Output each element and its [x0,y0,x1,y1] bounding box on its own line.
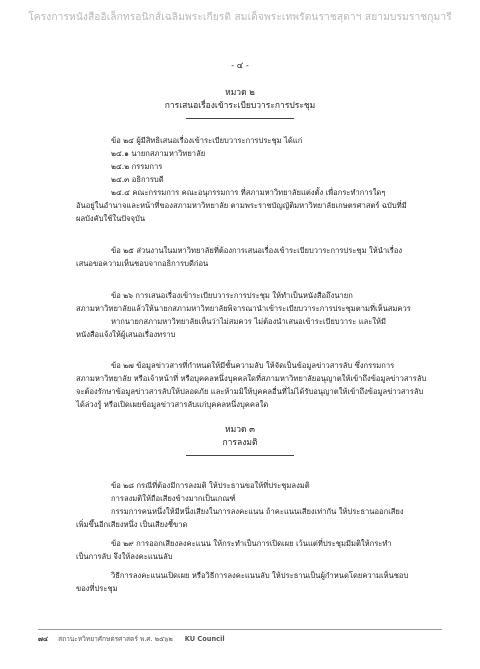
clause-29-line2: เป็นการลับ จึงให้ลงคะแนนลับ [76,552,173,561]
clause-24-4-line2: อันอยู่ในอำนาจและหน้าที่ของสภามหาวิทยาลัย ตามพระราชบัญญัติมหาวิทยาลัยเกษตรศาสตร์ ฉบับที่มี [76,201,407,210]
chapter-3-title: การลงมติ [222,438,258,448]
clause-29-line1: ข้อ ๒๙ การออกเสียงลงคะแนน ให้กระทำเป็นการเปิดเผย เว้นแต่ที่ประชุมมีมติให้กระทำ [111,539,392,548]
chapter-3-number: หมวด ๓ [224,425,255,435]
clause-25-line1: ข้อ ๒๕ ส่วนงานในมหาวิทยาลัยที่ต้องการเสนอเรื่องเข้าระเบียบวาระการประชุม ให้นำเรื่อง [111,246,403,255]
page-footer [38,633,225,644]
clause-26-line3: หากนายกสภามหาวิทยาลัยเห็นว่าไม่สมควร ไม่ต้องนำเสนอเข้าระเบียบวาระ และให้มี [111,317,387,326]
clause-25-line2: เสนอขอความเห็นชอบจากอธิการบดีก่อน [76,259,209,268]
chapter-2-title: การเสนอเรื่องเข้าระเบียบวาระการประชุม [164,101,316,111]
clause-24-4-line3: ผลบังคับใช้ในปัจจุบัน [76,214,146,223]
clause-24-3: ๒๔.๓ อธิการบดี [111,175,164,184]
clause-27-line3: จะต้องรักษาข้อมูลข่าวสารลับให้ปลอดภัย และห้ามมิให้บุคคลอื่นที่ไม่ได้รับอนุญาตให้เข้าถึงข้อมูลข่าวสารลับ [76,387,424,396]
clause-24-1: ๒๔.๑ นายกสภามหาวิทยาลัย [111,149,206,158]
clause-24-4-line1: ๒๔.๔ คณะกรรมการ คณะอนุกรรมการ ที่สภามหาวิทยาลัยแต่งตั้ง เพื่อกระทำการใดๆ [111,188,386,197]
clause-27-line4: ได้ล่วงรู้ หรือเปิดเผยข้อมูลข่าวสารลับแก่บุคคลหนึ่งบุคคลใด [76,400,269,409]
clause-28-line2: การลงมติให้ถือเสียงข้างมากเป็นเกณฑ์ [111,494,236,503]
page-header: โครงการหนังสืออิเล็กทรอนิกส์เฉลิมพระเกียรติ สมเด็จพระเทพรัตนราชสุดาฯ สยามบรมราชกุมารี [28,12,452,23]
clause-28-line3: กรรมการคนหนึ่งให้มีหนึ่งเสียงในการลงคะแนน ถ้าคะแนนเสียงเท่ากัน ให้ประธานออกเสียง [111,507,404,516]
clause-28-line1: ข้อ ๒๘ กรณีที่ต้องมีการลงมติ ให้ประธานขอให้ที่ประชุมลงมติ [111,481,310,490]
clause-29-line4: ของที่ประชุม [76,584,118,593]
footer-page-number: ๗๔ [38,635,48,643]
clause-29-line3: วิธีการลงคะแนนเปิดเผย หรือวิธีการลงคะแนนลับ ให้ประธานเป็นผู้กำหนดโดยความเห็นชอบ [111,571,409,580]
clause-26-line2: สภามหาวิทยาลัยแล้วให้นายกสภามหาวิทยาลัยพิจารณานำเข้าระเบียบวาระการประชุมตามที่เห็นสมควร [76,304,411,313]
footer-rule [38,629,442,630]
clause-27-line2: สภามหาวิทยาลัย หรือเจ้าหน้าที่ หรือบุคคลหนึ่งบุคคลใดที่สภามหาวิทยาลัยอนุญาตให้เข้าถึงข้อมูลข่าวสารลับ [76,374,427,383]
footer-org: KU Council [184,635,225,643]
chapter-2-rule [186,118,294,119]
clause-26-line1: ข้อ ๒๖ การเสนอเรื่องเข้าระเบียบวาระการประชุม ให้ทำเป็นหนังสือถึงนายก [111,291,353,300]
clause-24: ข้อ ๒๔ ผู้มีสิทธิเสนอเรื่องเข้าระเบียบวาระการประชุม ได้แก่ [111,136,303,145]
chapter-3-rule [186,455,294,456]
page-number: - ๔ - [231,61,249,71]
footer-text: สถานะหวิทยาศักษตรศาสตร์ พ.ศ. ๒๕๖๒ [58,635,173,643]
clause-27-line1: ข้อ ๒๗ ข้อมูลข่าวสารที่กำหนดให้มีชั้นความลับ ให้จัดเป็นข้อมูลข่าวสารลับ ซึ่งกรรมการ [111,361,395,370]
clause-26-line4: หนังสือแจ้งให้ผู้เสนอเรื่องทราบ [76,330,176,339]
clause-24-2: ๒๔.๒ กรรมการ [111,162,163,171]
chapter-2-number: หมวด ๒ [225,88,255,98]
clause-28-line4: เพิ่มขึ้นอีกเสียงหนึ่ง เป็นเสียงชี้ขาด [76,520,188,529]
